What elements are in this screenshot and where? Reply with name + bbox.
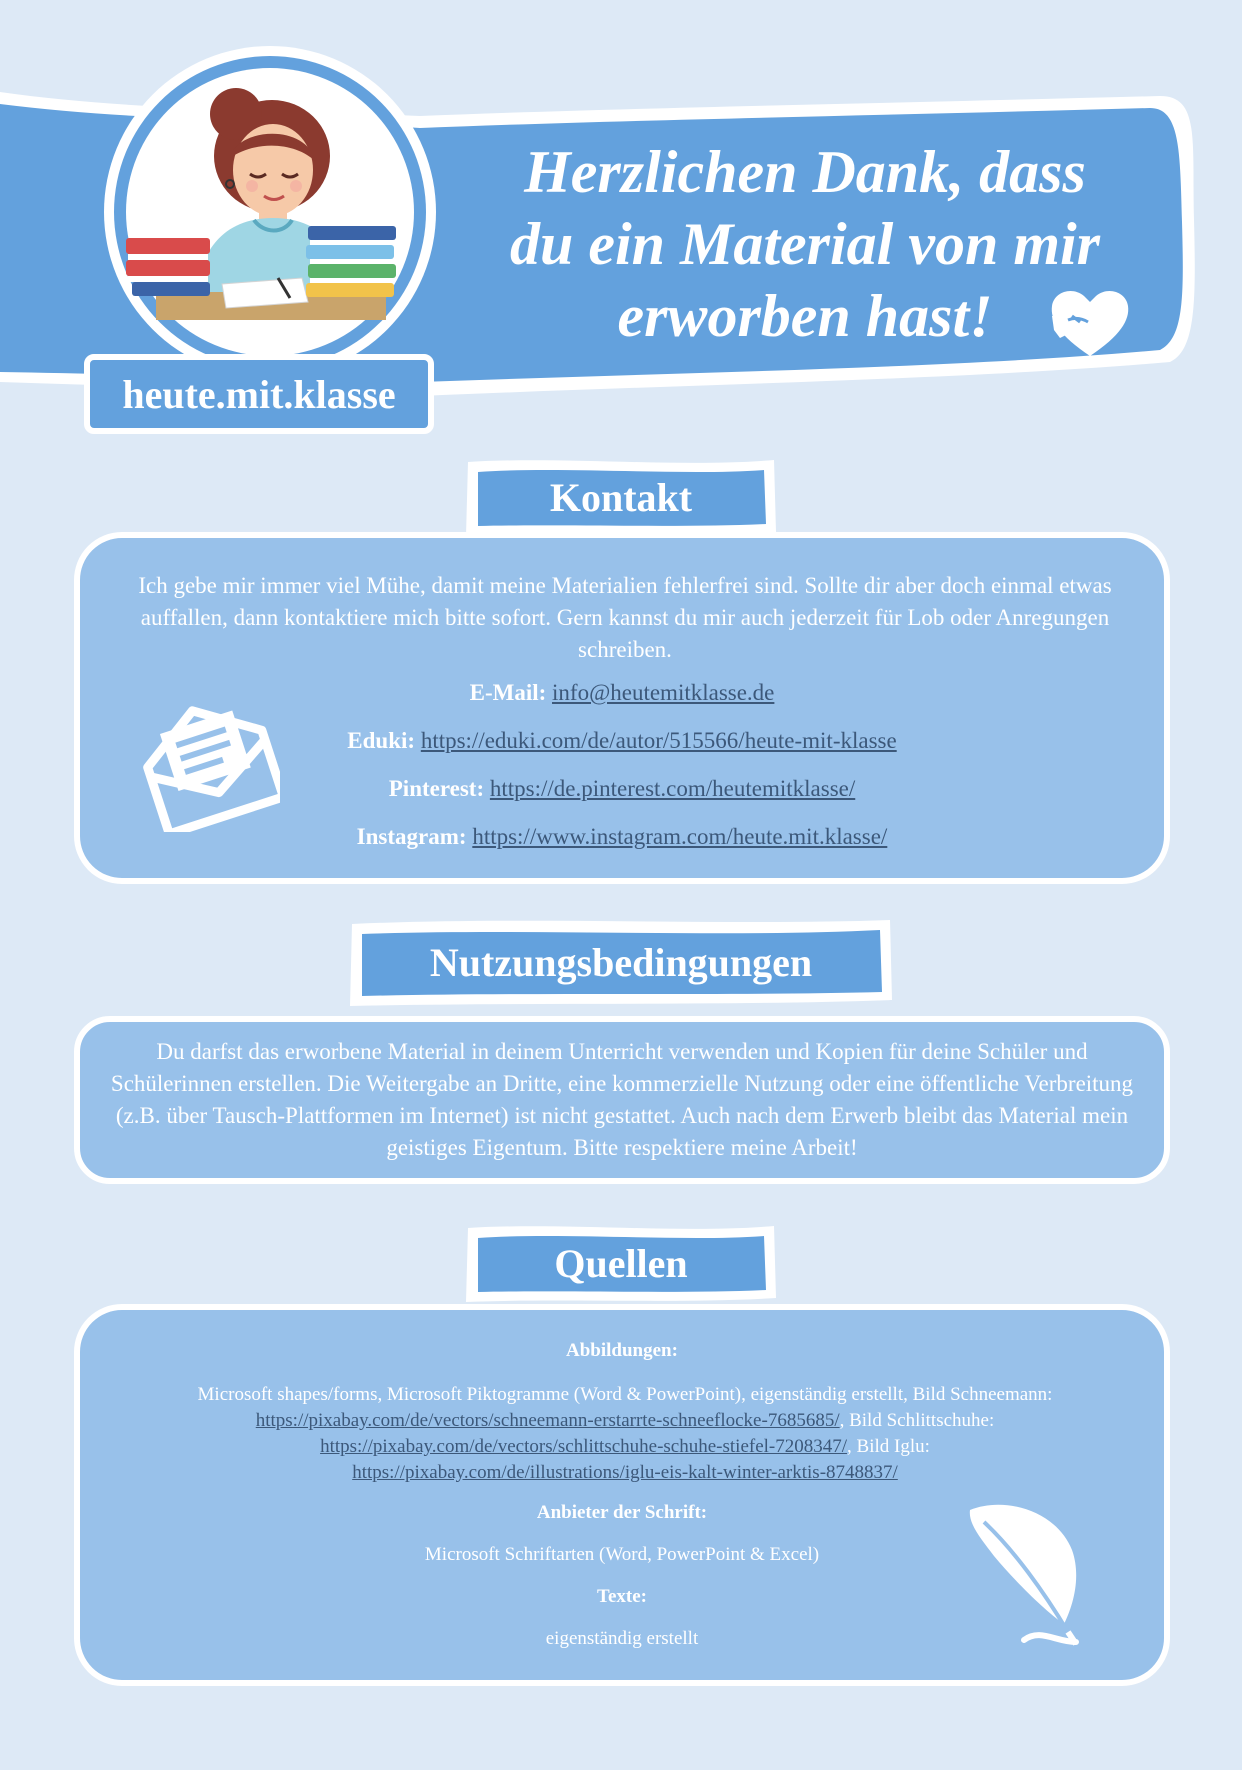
instagram-link[interactable]: https://www.instagram.com/heute.mit.klasse/ (472, 824, 888, 849)
skates-link[interactable]: https://pixabay.com/de/vectors/schlittschuhe-schuhe-stiefel-7208347/ (320, 1436, 848, 1457)
contact-instagram-row (80, 822, 1164, 852)
images-heading: Abbildungen: (566, 1340, 678, 1361)
eduki-link[interactable]: https://eduki.com/de/autor/515566/heute-mit-klasse (420, 728, 897, 753)
brand-label: heute.mit.klasse (84, 354, 434, 434)
sources-heading: Quellen (462, 1220, 780, 1306)
pinterest-link[interactable]: https://de.pinterest.com/heutemitklasse/ (489, 776, 856, 801)
email-link[interactable]: info@heutemitklasse.de (552, 680, 775, 705)
contact-eduki-row (80, 726, 1164, 756)
images-credits (120, 1382, 1130, 1486)
sources-panel (74, 1304, 1170, 1686)
skates-label: , Bild Schlittschuhe: (839, 1410, 995, 1431)
font-heading: Anbieter der Schrift: (536, 1502, 708, 1523)
contact-pinterest-row (80, 774, 1164, 804)
page-title: Herzlichen Dank, dass du ein Material von mir erworben hast! (509, 139, 1101, 349)
igloo-link[interactable]: https://pixabay.com/de/illustrations/iglu-eis-kalt-winter-arktis-8748837/ (352, 1462, 898, 1483)
terms-heading: Nutzungsbedingungen (346, 914, 896, 1010)
eduki-label: Eduki: (347, 728, 416, 753)
igloo-label: , Bild Iglu: (847, 1436, 930, 1457)
contact-intro: Ich gebe mir immer viel Mühe, damit meine Materialien fehlerfrei sind. Sollte dir aber doch einmal etwas auffallen, dann kontaktiere mich bitte sofort. Gern kannst du mir auch jederzeit für Lob oder Anregungen schreiben. (138, 573, 1112, 662)
teacher-illustration (126, 78, 416, 358)
pinterest-label: Pinterest: (388, 776, 485, 801)
contact-heading: Kontakt (462, 454, 780, 540)
terms-panel (74, 1016, 1170, 1184)
heart-puzzle-icon (1050, 286, 1130, 358)
contact-email-row (80, 678, 1164, 708)
instagram-label: Instagram: (356, 824, 467, 849)
envelope-letter-icon (140, 698, 280, 832)
texts-text: eigenständig erstellt (545, 1628, 699, 1649)
snowman-link[interactable]: https://pixabay.com/de/vectors/schneemann-erstarrte-schneeflocke-7685685/ (255, 1410, 840, 1431)
images-intro: Microsoft shapes/forms, Microsoft Piktogramme (Word & PowerPoint), eigenständig erstellt, Bild Schneemann: (197, 1384, 1053, 1405)
texts-heading: Texte: (597, 1586, 647, 1607)
contact-panel (74, 532, 1170, 884)
font-text: Microsoft Schriftarten (Word, PowerPoint & Excel) (424, 1544, 820, 1565)
email-label: E-Mail: (469, 680, 547, 705)
terms-text: Du darfst das erworbene Material in deinem Unterricht verwenden und Kopien für deine Schüler und Schülerinnen erstellen. Die Weitergabe an Dritte, eine kommerzielle Nutzung oder eine öffentliche Verbreitung (z.B. über Tausch-Plattformen im Internet) ist nicht gestattet. Auch nach dem Erwerb bleibt das Material mein geistiges Eigentum. Bitte respektiere meine Arbeit! (110, 1039, 1134, 1160)
feather-quill-icon (964, 1500, 1084, 1650)
